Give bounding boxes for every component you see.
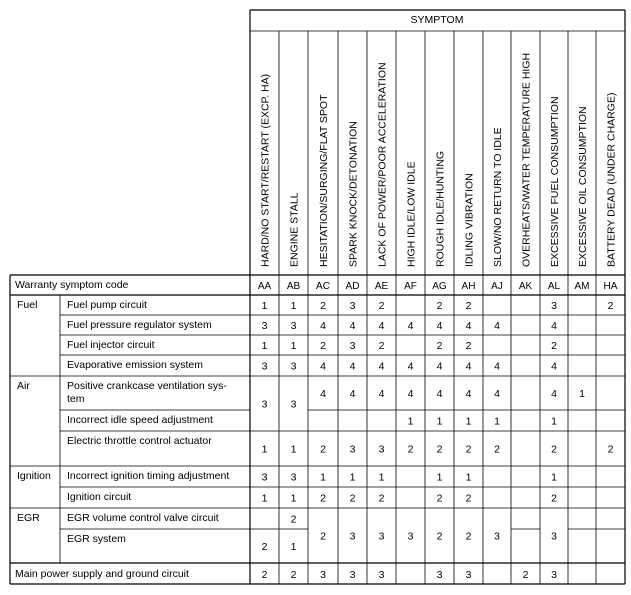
warranty-code-ag: AG <box>432 281 447 292</box>
footer-value-cell: 2 <box>261 569 268 581</box>
value-cell: 2 <box>290 513 297 526</box>
value-cell: 2 <box>551 492 557 505</box>
value-cell: 2 <box>465 492 472 505</box>
value-cell: 4 <box>465 320 472 332</box>
symptom-header-title: SYMPTOM <box>410 14 464 26</box>
item-label: Fuel pump circuit <box>67 299 147 311</box>
value-cell: 2 <box>607 300 614 312</box>
group-label-ignition: Ignition <box>17 470 51 482</box>
item-label: EGR volume control valve circuit <box>67 512 219 524</box>
value-cell: 4 <box>320 388 326 400</box>
value-cell: 1 <box>261 492 268 505</box>
value-cell: 2 <box>320 340 326 352</box>
item-label: Evaporative emission system <box>67 359 203 371</box>
item-label: Incorrect ignition timing adjustment <box>67 470 230 482</box>
value-cell: 2 <box>436 300 443 312</box>
value-cell: 3 <box>349 443 356 456</box>
value-cell: 4 <box>436 320 443 332</box>
symptom-header-ag: ROUGH IDLE/HUNTING <box>434 150 447 267</box>
value-cell: 3 <box>407 530 414 543</box>
value-cell: 1 <box>290 492 297 505</box>
value-cell: 3 <box>261 471 268 484</box>
value-cell: 3 <box>261 398 268 411</box>
value-cell: 4 <box>407 320 414 332</box>
symptom-header-ah: IDLING VIBRATION <box>463 173 476 267</box>
item-label: Fuel pressure regulator system <box>67 319 212 331</box>
value-cell: 3 <box>349 300 356 312</box>
value-cell: 2 <box>465 300 472 312</box>
symptom-header-aj: SLOW/NO RETURN TO IDLE <box>492 127 504 267</box>
footer-value-cell: 3 <box>349 569 356 581</box>
value-cell: 4 <box>551 388 557 400</box>
symptom-header-ac: HESITATION/SURGING/FLAT SPOT <box>318 94 330 267</box>
group-label-air: Air <box>17 380 30 392</box>
warranty-code-aj: AJ <box>491 281 503 292</box>
value-cell: 4 <box>349 388 356 400</box>
value-cell: 4 <box>494 360 500 373</box>
value-cell: 4 <box>551 360 557 373</box>
warranty-code-ae: AE <box>374 281 389 292</box>
value-cell: 2 <box>465 340 472 352</box>
value-cell: 1 <box>290 541 297 553</box>
value-cell: 2 <box>436 530 443 543</box>
symptom-header-ae: LACK OF POWER/POOR ACCELERATION <box>376 62 389 267</box>
value-cell: 4 <box>320 320 326 332</box>
value-cell: 1 <box>551 415 557 428</box>
value-cell: 1 <box>465 471 472 484</box>
value-cell: 4 <box>494 320 500 332</box>
warranty-code-ak: AK <box>518 281 533 292</box>
warranty-code-row <box>258 281 618 292</box>
group-label-egr: EGR <box>17 512 40 524</box>
value-cell: 1 <box>378 471 385 484</box>
value-cell: 4 <box>465 360 472 373</box>
symptom-column-headers <box>260 53 618 267</box>
value-cell: 1 <box>261 443 268 456</box>
item-label: EGR system <box>67 533 126 545</box>
value-cell: 3 <box>290 398 297 411</box>
value-cell: 2 <box>436 492 443 505</box>
item-label: Incorrect idle speed adjustment <box>67 414 213 426</box>
value-cell: 2 <box>551 443 557 456</box>
footer-value-cell: 2 <box>290 569 297 581</box>
value-cell: 2 <box>607 443 614 456</box>
value-cell: 4 <box>551 320 557 332</box>
value-cell: 1 <box>436 471 443 484</box>
footer-value-cell: 3 <box>378 569 385 581</box>
warranty-code-ab: AB <box>286 281 301 292</box>
value-cell: 4 <box>494 388 500 400</box>
value-cell: 4 <box>407 360 414 373</box>
value-cell: 1 <box>261 340 268 352</box>
value-cell: 3 <box>551 530 557 543</box>
symptom-header-ha: BATTERY DEAD (UNDER CHARGE) <box>605 92 618 267</box>
footer-value-cell: 3 <box>436 569 443 581</box>
value-cell: 3 <box>261 360 268 373</box>
warranty-code-ad: AD <box>345 281 360 292</box>
value-cell: 3 <box>378 443 385 456</box>
symptom-header-af: HIGH IDLE/LOW IDLE <box>405 161 418 267</box>
value-cell: 3 <box>290 320 297 332</box>
value-cell: 2 <box>436 443 443 456</box>
group-label-fuel: Fuel <box>17 299 38 311</box>
value-cell: 1 <box>290 300 297 312</box>
value-cell: 2 <box>320 300 326 312</box>
footer-value-cell: 3 <box>320 569 326 581</box>
value-cell: 1 <box>290 443 297 456</box>
value-cell: 4 <box>378 360 385 373</box>
value-cell: 2 <box>349 492 356 505</box>
symptom-header-am: EXCESSIVE OIL CONSUMPTION <box>577 106 589 267</box>
value-cell: 3 <box>378 530 385 543</box>
value-cell: 4 <box>436 360 443 373</box>
footer-value-cell: 3 <box>465 569 472 581</box>
value-cell: 4 <box>436 388 443 400</box>
value-cell: 4 <box>349 360 356 373</box>
value-cell: 2 <box>320 492 326 505</box>
value-cell: 2 <box>407 443 414 456</box>
value-cell: 1 <box>349 471 356 484</box>
value-cell: 3 <box>261 320 268 332</box>
value-cell: 3 <box>290 360 297 373</box>
value-cell: 2 <box>378 492 385 505</box>
value-cell: 2 <box>494 443 500 456</box>
value-cell: 1 <box>551 471 557 484</box>
warranty-code-af: AF <box>404 281 417 292</box>
main-power-supply-label: Main power supply and ground circuit <box>15 568 189 580</box>
value-cell: 2 <box>378 340 385 352</box>
value-cell: 4 <box>349 320 356 332</box>
value-cell: 1 <box>407 415 414 428</box>
warranty-code-ah: AH <box>461 281 476 292</box>
value-cell: 2 <box>378 300 385 312</box>
symptom-header-ab: ENGINE STALL <box>288 192 301 267</box>
value-cell: 4 <box>378 320 385 332</box>
item-label: Positive crankcase ventilation sys- <box>67 380 227 392</box>
priority-values <box>262 300 614 581</box>
value-cell: 2 <box>465 530 472 543</box>
footer-value-cell: 3 <box>551 569 557 581</box>
value-cell: 1 <box>436 415 443 428</box>
value-cell: 3 <box>494 530 500 543</box>
value-cell: 2 <box>320 530 326 543</box>
value-cell: 4 <box>378 388 385 400</box>
symptom-header-ad: SPARK KNOCK/DETONATION <box>347 121 360 267</box>
value-cell: 1 <box>494 415 500 428</box>
value-cell: 1 <box>465 415 472 428</box>
item-label: tem <box>67 393 85 405</box>
value-cell: 2 <box>261 541 268 553</box>
value-cell: 2 <box>551 340 557 352</box>
value-cell: 3 <box>551 300 557 312</box>
value-cell: 4 <box>407 388 414 400</box>
value-cell: 3 <box>290 471 297 484</box>
item-label: Ignition circuit <box>67 491 132 503</box>
value-cell: 2 <box>320 443 326 456</box>
warranty-code-am: AM <box>574 281 590 292</box>
value-cell: 3 <box>349 340 356 352</box>
value-cell: 1 <box>261 300 268 312</box>
warranty-code-al: AL <box>547 281 561 292</box>
warranty-code-ac: AC <box>316 281 330 292</box>
system-group-labels <box>17 299 51 524</box>
item-label: Electric throttle control actuator <box>67 435 212 447</box>
value-cell: 4 <box>465 388 472 400</box>
warranty-code-ha: HA <box>603 281 618 292</box>
warranty-code-aa: AA <box>257 281 272 292</box>
symptom-header-al: EXCESSIVE FUEL CONSUMPTION <box>549 96 561 267</box>
value-cell: 1 <box>320 471 326 484</box>
value-cell: 1 <box>579 388 585 400</box>
value-cell: 2 <box>436 340 443 352</box>
symptom-header-aa: HARD/NO START/RESTART (EXCP. HA) <box>259 73 272 267</box>
symptom-header-ak: OVERHEATS/WATER TEMPERATURE HIGH <box>520 52 533 267</box>
value-cell: 2 <box>465 443 472 456</box>
footer-value-cell: 2 <box>522 569 529 581</box>
value-cell: 1 <box>290 340 297 352</box>
warranty-symptom-code-label: Warranty symptom code <box>15 279 129 291</box>
item-label: Fuel injector circuit <box>67 339 155 351</box>
value-cell: 4 <box>320 360 326 373</box>
value-cell: 3 <box>349 530 356 543</box>
